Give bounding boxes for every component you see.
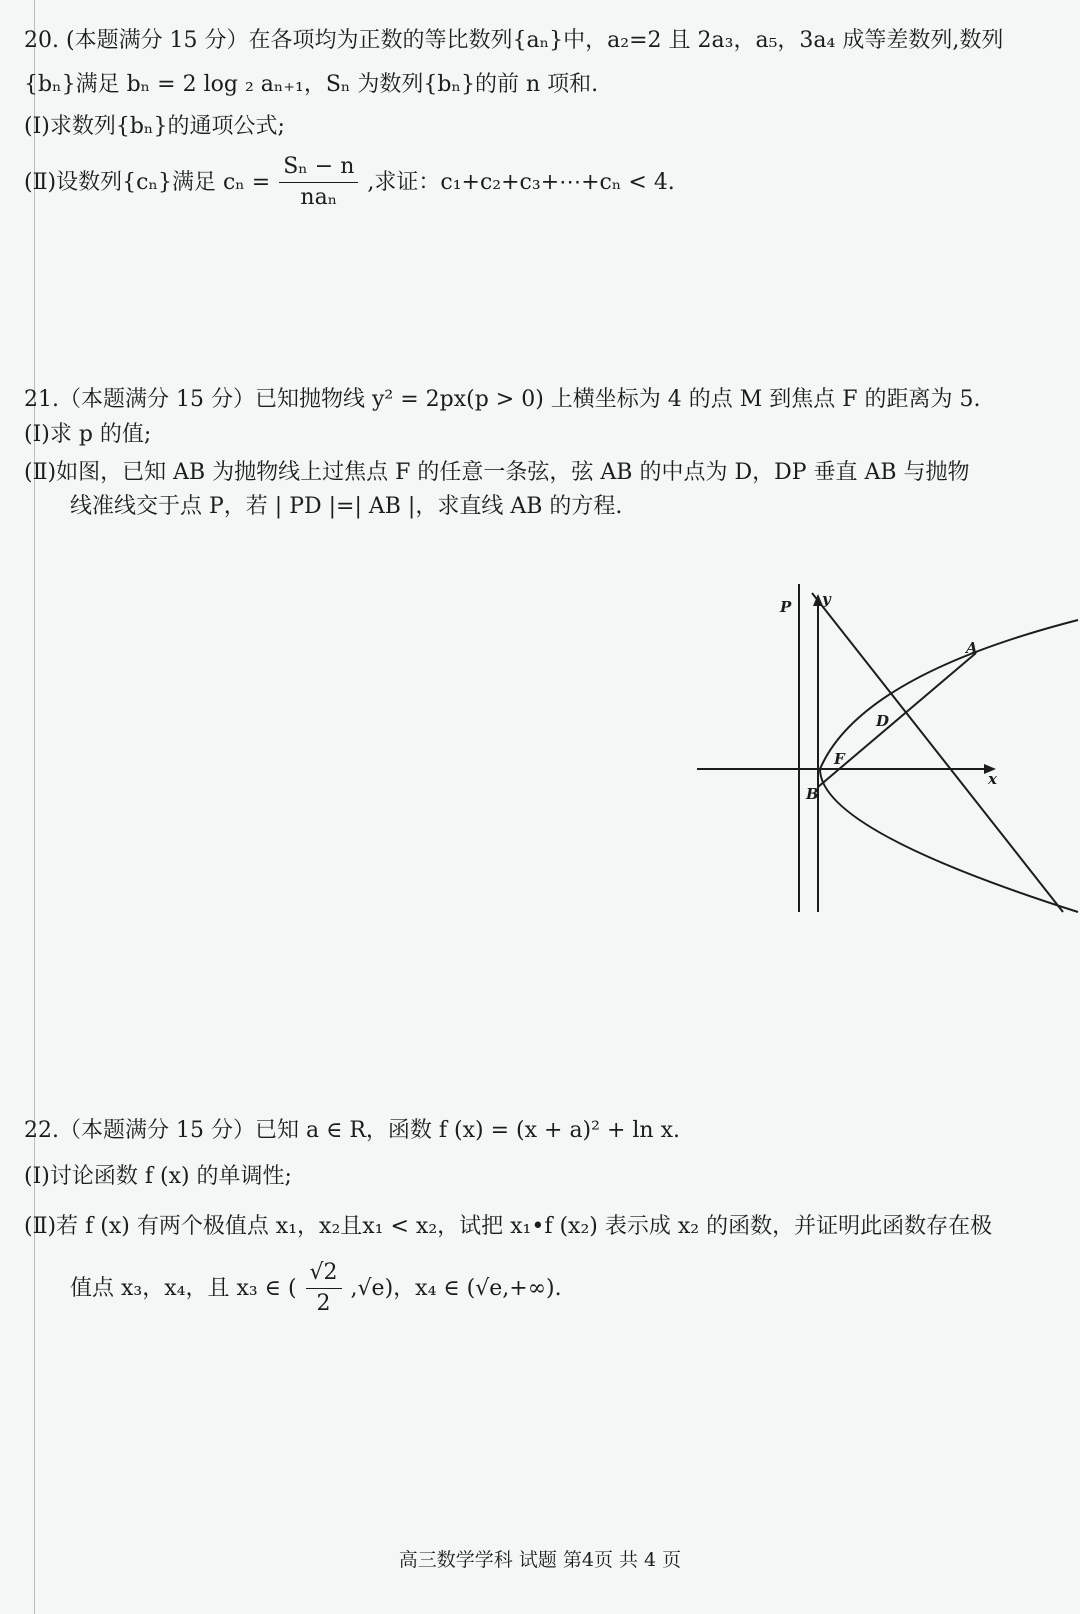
- q20-part2-tail: ,求证：c₁+c₂+c₃+⋯+cₙ < 4.: [367, 169, 675, 195]
- q20-fraction: [279, 152, 358, 213]
- q22-part1: (Ⅰ)讨论函数 f (x) 的单调性;: [24, 1164, 292, 1189]
- q22-part2-line1: (Ⅱ)若 f (x) 有两个极值点 x₁，x₂且x₁ < x₂，试把 x₁•f (x₂) 表示成 x₂ 的函数，并证明此函数存在极: [24, 1214, 993, 1239]
- q22-fraction-numerator: √2: [306, 1258, 342, 1289]
- q20-line2: {bₙ}满足 bₙ = 2 log ₂ aₙ₊₁，Sₙ 为数列{bₙ}的前 n 项和.: [24, 72, 599, 97]
- q20-fraction-numerator: Sₙ − n: [279, 152, 358, 183]
- q22-part2-line2-lead: 值点 x₃，x₄，且 x₃ ∈ (: [70, 1275, 297, 1301]
- q21-line1: 21.（本题满分 15 分）已知抛物线 y² = 2px(p > 0) 上横坐标为 4 的点 M 到焦点 F 的距离为 5.: [24, 387, 981, 412]
- q22-fraction-denominator: 2: [316, 1291, 331, 1316]
- label-b: B: [806, 785, 819, 803]
- q20-part1: (Ⅰ)求数列{bₙ}的通项公式;: [24, 114, 285, 139]
- page-footer: 高三数学学科 试题 第4页 共 4 页: [398, 1549, 682, 1571]
- q22-fraction: [306, 1258, 342, 1319]
- q22-line1: 22.（本题满分 15 分）已知 a ∈ R，函数 f (x) = (x + a)² + ln x.: [24, 1118, 680, 1143]
- q20-fraction-denominator: naₙ: [300, 185, 338, 210]
- label-f: F: [834, 750, 845, 768]
- q20-part2: [24, 152, 675, 213]
- q22-part2-line2-tail: ,√e)，x₄ ∈ (√e,+∞).: [350, 1275, 562, 1301]
- label-x: x: [988, 770, 997, 788]
- line-dp: [812, 593, 1063, 912]
- q21-part2-line2: 线准线交于点 P，若 | PD |=| AB |，求直线 AB 的方程.: [70, 494, 623, 519]
- q20-line1: 20. (本题满分 15 分）在各项均为正数的等比数列{aₙ}中，a₂=2 且 2a₃，a₅，3a₄ 成等差数列,数列: [24, 28, 1004, 53]
- q21-part1: (Ⅰ)求 p 的值;: [24, 422, 152, 447]
- label-y: y: [822, 590, 831, 608]
- q21-part2-line1: (Ⅱ)如图，已知 AB 为抛物线上过焦点 F 的任意一条弦，弦 AB 的中点为 D，DP 垂直 AB 与抛物: [24, 460, 970, 485]
- label-p: P: [780, 598, 792, 616]
- q22-part2-line2: [70, 1258, 562, 1319]
- label-a: A: [966, 639, 978, 657]
- q20-part2-lead: (Ⅱ)设数列{cₙ}满足 cₙ =: [24, 169, 271, 195]
- label-d: D: [876, 712, 890, 730]
- parabola-figure: [690, 575, 1080, 920]
- margin-rule: [34, 0, 35, 1614]
